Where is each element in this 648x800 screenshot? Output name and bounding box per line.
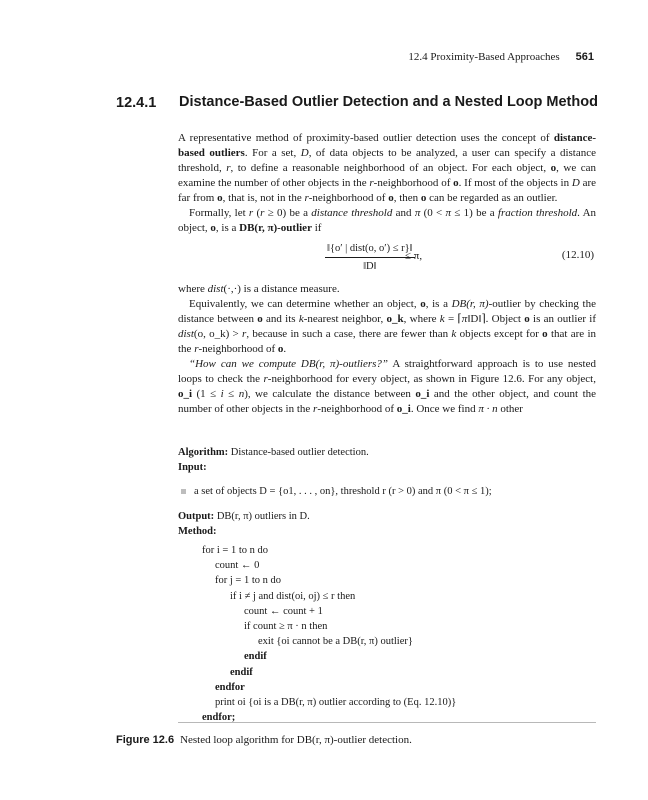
text-span: can be regarded as an outlier. [426, 192, 558, 204]
text-span: Formally, let [189, 207, 249, 219]
text-span: that are in the [178, 328, 596, 355]
code-line: if count ≥ π · n then [244, 621, 328, 633]
text-span: ≥ 0) be a [264, 207, 312, 219]
math-bold: o [277, 343, 284, 355]
text-span: , that is, not in the [222, 192, 305, 204]
text-span: where [178, 283, 208, 295]
algorithm-method [178, 524, 596, 539]
running-head [408, 51, 594, 63]
code-line: print oi {oi is a DB(r, π) outlier according to (Eq. 12.10)} [215, 697, 457, 709]
text-span: other [497, 403, 523, 415]
math: r [260, 207, 265, 219]
body-text [178, 131, 596, 417]
math: dist [178, 328, 194, 340]
input-item-text: a set of objects D = {o1, . . . , on}, threshold r (r > 0) and π (0 < π ≤ 1); [194, 486, 492, 498]
text-span: (1 ≤ [192, 388, 221, 400]
figure-caption [116, 734, 412, 746]
equation-12-10 [178, 236, 596, 282]
math: r [304, 192, 309, 204]
text-span: -outlier by checking the distance between [178, 298, 596, 325]
math: k [439, 313, 445, 325]
equation-numerator: ‖{o′ | dist(o, o′) ≤ r}‖ [325, 241, 415, 258]
text-span: -neighborhood of [373, 177, 454, 189]
text-span: , then [393, 192, 421, 204]
math: r [242, 328, 247, 340]
text-span: and the other object, and count the number of other objects in the [178, 388, 597, 415]
paragraph-5 [178, 357, 596, 417]
code-line: endif [244, 651, 267, 663]
code-line: exit {oi cannot be a DB(r, π) outlier} [258, 636, 413, 648]
text-span: , where [403, 313, 440, 325]
math: D [300, 147, 309, 159]
text-span: -neighborhood of [198, 343, 278, 355]
text-span: , to define a reasonable neighborhood of an object. For each object, [230, 162, 551, 174]
caption-label: Figure 12.6 [116, 734, 175, 746]
math-bold: o [210, 222, 216, 234]
text-span: Equivalently, we can determine whether an object, [189, 298, 421, 310]
text-span: . An object, [178, 207, 597, 234]
math: dist [207, 283, 224, 295]
math-bold: o [420, 298, 426, 310]
term-distance-based-outliers: distance-based outliers [178, 132, 596, 159]
text-span: -neighborhood of [308, 192, 389, 204]
bullet-icon [181, 489, 186, 494]
text-span: and its [262, 313, 299, 325]
text-span: . Once we find [410, 403, 479, 415]
text-span: objects except for [456, 328, 543, 340]
code-line: endfor [215, 681, 245, 693]
paragraph-2 [178, 206, 596, 236]
paragraph-3 [178, 282, 596, 297]
math-bold: o [524, 313, 530, 325]
text-span: ), we calculate the distance between [244, 388, 416, 400]
running-head-title: 12.4 Proximity-Based Approaches [408, 51, 560, 63]
math: DB(r, π) [451, 298, 489, 310]
text-span: (o, o_k) > [193, 328, 243, 340]
method-label: Method: [178, 525, 217, 537]
algorithm-title-text: Distance-based outlier detection. [228, 447, 369, 458]
paragraph-4 [178, 297, 596, 357]
text-span: is an outlier if [529, 313, 597, 325]
text-span: A representative method of proximity-based outlier detection uses the concept of [178, 132, 554, 144]
text-span: , is a [425, 298, 452, 310]
math: r [263, 373, 268, 385]
math-bold: o [388, 192, 394, 204]
figure-divider [178, 722, 596, 723]
math: r [226, 162, 231, 174]
text-span: ( [253, 207, 261, 219]
math-bold: o [542, 328, 548, 340]
math-bold: o_i [396, 403, 411, 415]
output-text: DB(r, π) outliers in D. [214, 510, 310, 522]
text-span: , we can examine the number of other objects in the [178, 162, 597, 189]
math-bold: o [217, 192, 223, 204]
code-line: if i ≠ j and dist(oi, oj) ≤ r then [230, 590, 356, 602]
math: r [369, 177, 374, 189]
algorithm-input [178, 460, 596, 475]
math-bold: o_k [386, 313, 404, 325]
equation-number: (12.10) [561, 249, 594, 261]
text-span: , because in such a case, there are fewer than [246, 328, 452, 340]
math: k [298, 313, 304, 325]
input-item [178, 484, 596, 499]
text-span: A straightforward approach is to use nested loops to check the [178, 358, 596, 385]
equation-relation: ≤ π, [405, 250, 423, 262]
math-bold: o [550, 162, 557, 174]
text-span: (·,·) is a distance measure. [223, 283, 340, 295]
code-line: endif [230, 666, 253, 678]
section-title: Distance-Based Outlier Detection and a Nested Loop Method [179, 94, 598, 110]
term-db-outlier: DB(r, π)-outlier [239, 222, 312, 234]
text-span: , of data objects to be analyzed, a user can specify a distance threshold, [178, 147, 597, 174]
code-line: count ← 0 [215, 560, 260, 572]
math-bold: o [257, 313, 263, 325]
question-text: “How can we compute DB(r, π)-outliers?” [189, 358, 389, 370]
text-span: = ⌈ [444, 313, 462, 325]
paragraph-1 [178, 131, 596, 206]
output-label: Output: [178, 510, 215, 522]
term-fraction-threshold: fraction threshold [497, 207, 578, 219]
term-distance-threshold: distance threshold [311, 207, 393, 219]
text-span: and [392, 207, 415, 219]
text-span: . If most of the objects in [458, 177, 572, 189]
algorithm-output [178, 509, 596, 524]
math-bold: o [420, 192, 427, 204]
page-number: 561 [575, 51, 594, 63]
algorithm-label: Algorithm: [178, 447, 229, 458]
math: i [220, 388, 224, 400]
text-span: ≤ 1) be a [451, 207, 498, 219]
math: π [445, 207, 452, 219]
math: k [451, 328, 457, 340]
text-span: . For a set, [244, 147, 301, 159]
math-bold: o [453, 177, 459, 189]
math: r [313, 403, 318, 415]
equation-denominator: ‖D‖ [363, 261, 377, 272]
text-span: -neighborhood for every object, as shown in Figure 12.6. For any object, [267, 373, 596, 385]
math: n [238, 388, 245, 400]
code-line: count ← count + 1 [244, 605, 323, 617]
text-span: (0 < [420, 207, 446, 219]
input-label: Input: [178, 462, 207, 474]
text-span: ≤ [223, 388, 239, 400]
algorithm-title [178, 445, 596, 460]
math: π [461, 313, 468, 325]
text-span: -neighborhood of [317, 403, 397, 415]
math: r [194, 343, 199, 355]
math-bold: o_i [178, 388, 193, 400]
code-line: endfor; [202, 712, 236, 724]
text-span: -nearest neighbor, [303, 313, 387, 325]
text-span: ‖D‖⌉. Object [467, 313, 525, 325]
section-number: 12.4.1 [116, 95, 157, 111]
algorithm-figure [178, 445, 596, 725]
text-span: are far from [178, 177, 596, 204]
math: π · n [478, 403, 498, 415]
math-bold: o_i [415, 388, 430, 400]
text-span: . [283, 343, 287, 355]
math: D [571, 177, 580, 189]
math: π [414, 207, 421, 219]
code-line: for j = 1 to n do [215, 575, 281, 587]
equation-fraction [325, 241, 415, 274]
math: r [248, 207, 254, 219]
caption-text: Nested loop algorithm for DB(r, π)-outlier detection. [180, 734, 412, 746]
text-span: if [311, 222, 322, 234]
code-line: for i = 1 to n do [202, 545, 268, 557]
text-span: , is a [215, 222, 240, 234]
